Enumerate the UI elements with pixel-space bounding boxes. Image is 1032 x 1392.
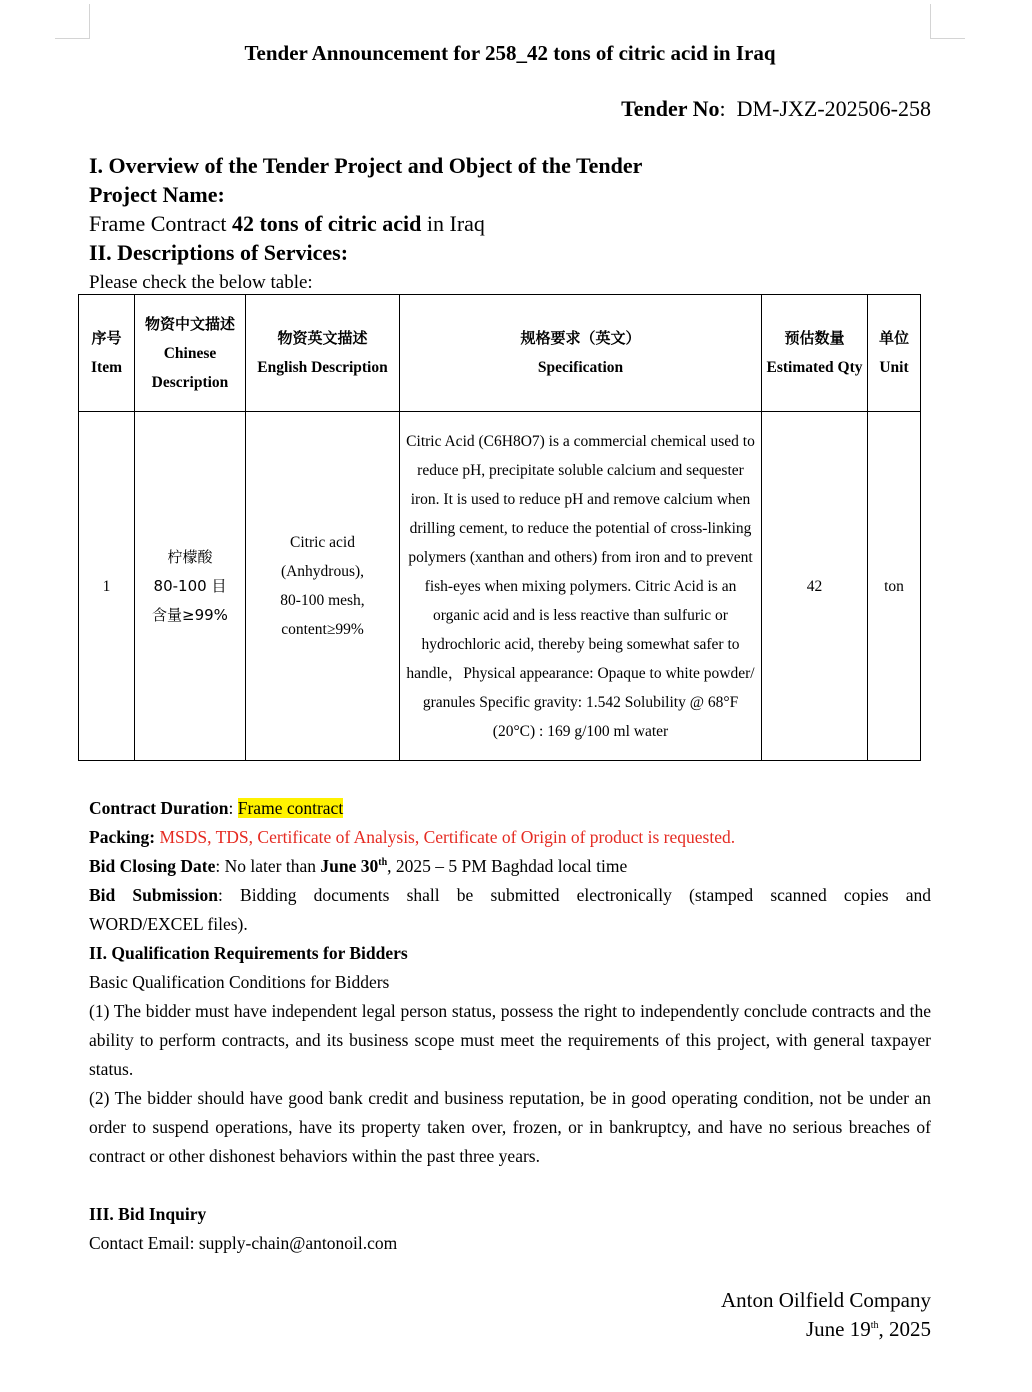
bid-submission-line2: WORD/EXCEL files). bbox=[89, 914, 248, 934]
tender-details bbox=[89, 794, 931, 1258]
header-unit: 单位 Unit bbox=[868, 295, 921, 412]
qualification-item-1: (1) The bidder must have independent legal person status, possess the right to independently conclude contracts and the ability to perform contracts, and its business scope must meet the requirements of this project, with general taxpayer status. bbox=[89, 1001, 931, 1079]
project-name-label: Project Name: bbox=[89, 182, 225, 207]
signature-block bbox=[721, 1286, 931, 1344]
header-item: 序号 Item bbox=[79, 295, 135, 412]
header-specification: 规格要求（英文） Specification bbox=[400, 295, 762, 412]
bid-submission-line1: Bid Submission: Bidding documents shall be submitted electronically (stamped scanned copies and bbox=[89, 885, 931, 905]
project-name-post: in Iraq bbox=[421, 211, 485, 236]
packing: Packing: MSDS, TDS, Certificate of Analysis, Certificate of Origin of product is requested. bbox=[89, 827, 736, 847]
header-english-description: 物资英文描述 English Description bbox=[246, 295, 400, 412]
header-chinese-description: 物资中文描述 Chinese Description bbox=[135, 295, 246, 412]
qualification-heading: II. Qualification Requirements for Bidders bbox=[89, 943, 408, 963]
crop-mark-top-right bbox=[930, 4, 965, 39]
services-heading: II. Descriptions of Services: bbox=[89, 240, 349, 265]
qualification-subheading: Basic Qualification Conditions for Bidders bbox=[89, 972, 390, 992]
signature-date: June 19th, 2025 bbox=[805, 1317, 931, 1341]
cell-item: 1 bbox=[79, 412, 135, 761]
company-name: Anton Oilfield Company bbox=[721, 1288, 931, 1312]
tender-number-label: Tender No bbox=[621, 96, 720, 121]
spacer bbox=[89, 1171, 931, 1200]
overview-heading: I. Overview of the Tender Project and Object of the Tender bbox=[89, 153, 643, 178]
check-table-note: Please check the below table: bbox=[89, 272, 313, 293]
cell-estimated-qty: 42 bbox=[762, 412, 868, 761]
cell-chinese-description: 柠檬酸 80-100 目 含量≥99% bbox=[135, 412, 246, 761]
tender-number-sep: : bbox=[719, 96, 726, 121]
inquiry-heading: III. Bid Inquiry bbox=[89, 1204, 207, 1224]
cell-unit: ton bbox=[868, 412, 921, 761]
header-estimated-qty: 预估数量 Estimated Qty bbox=[762, 295, 868, 412]
project-name-bold: 42 tons of citric acid bbox=[231, 211, 422, 236]
cell-english-description: Citric acid (Anhydrous), 80-100 mesh, content≥99% bbox=[246, 412, 400, 761]
document-title: Tender Announcement for 258_42 tons of citric acid in Iraq bbox=[244, 41, 776, 65]
crop-mark-top-left bbox=[55, 4, 90, 39]
tender-number-value: DM-JXZ-202506-258 bbox=[736, 96, 931, 121]
bid-closing-date: Bid Closing Date: No later than June 30th, 2025 – 5 PM Baghdad local time bbox=[89, 856, 628, 876]
qualification-item-2: (2) The bidder should have good bank credit and business reputation, be in good operating condition, not be under an order to suspend operations, have its property taken over, frozen, or in bankruptcy, and have no serious breaches of contract or other dishonest behaviors within the past three years. bbox=[89, 1088, 931, 1166]
project-name-pre: Frame Contract bbox=[89, 211, 232, 236]
project-name bbox=[89, 209, 485, 238]
contract-duration: Contract Duration: Frame contract bbox=[89, 798, 344, 818]
contact-email: Contact Email: supply-chain@antonoil.com bbox=[89, 1233, 398, 1253]
contract-duration-value: Frame contract bbox=[237, 798, 344, 818]
packing-value: MSDS, TDS, Certificate of Analysis, Certificate of Origin of product is requested. bbox=[155, 827, 736, 847]
specification-table bbox=[78, 294, 921, 761]
table-header-row bbox=[79, 295, 921, 412]
tender-number bbox=[621, 96, 931, 122]
table-row bbox=[79, 412, 921, 761]
cell-specification: Citric Acid (C6H8O7) is a commercial chemical used to reduce pH, precipitate soluble calcium and sequester iron. It is used to reduce pH and remove calcium when drilling cement, to reduce the potential of cross-linking polymers (xanthan and others) from iron and to prevent fish-eyes when mixing polymers. Citric Acid is an organic acid and is less reactive than sulfuric or hydrochloric acid, thereby being somewhat safer to handle，Physical appearance: Opaque to white powder/ granules Specific gravity: 1.542 Solubility @ 68°F (20°C) : 169 g/100 ml water bbox=[400, 412, 762, 761]
